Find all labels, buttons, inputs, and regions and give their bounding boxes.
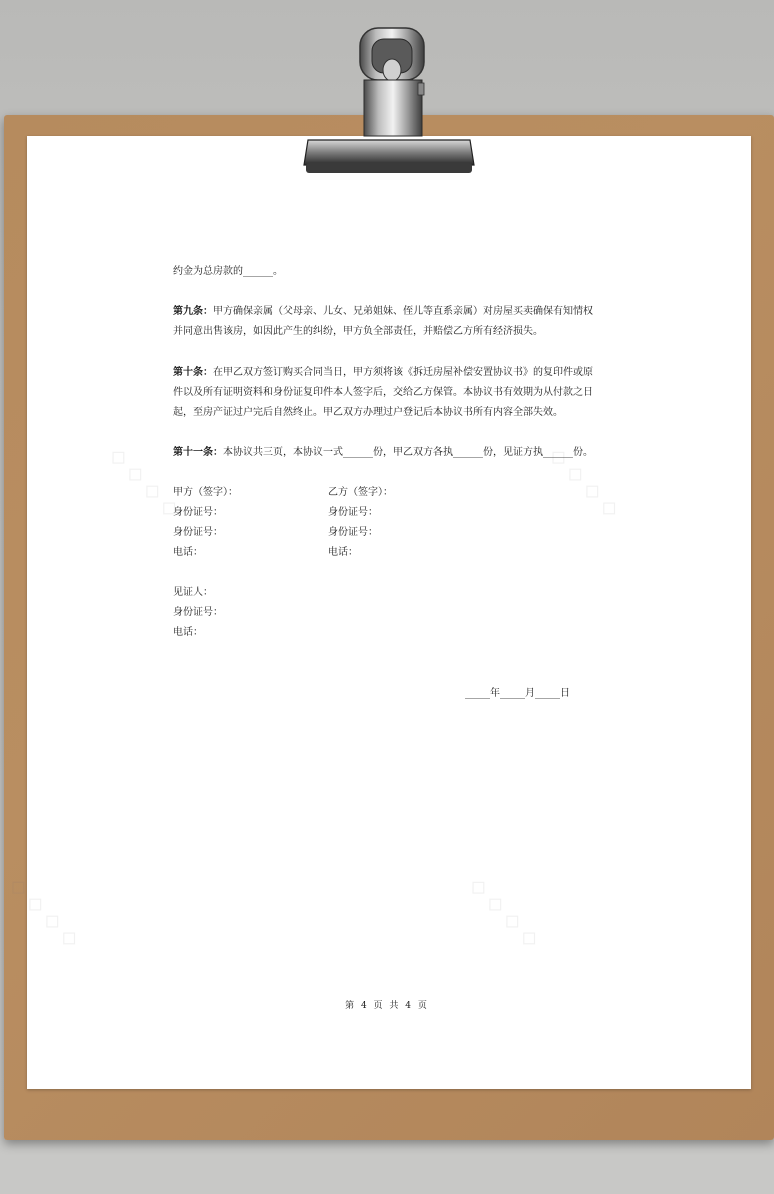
party-b-id-2: 身份证号：: [328, 527, 378, 538]
article-11: [173, 443, 613, 463]
article-10: [173, 363, 613, 423]
watermark: ◇ ◇ ◇ ◇: [4, 872, 85, 953]
article-9-line-2: 并同意出售该房，如因此产生的纠纷，甲方负全部责任，并赔偿乙方所有经济损失。: [173, 326, 543, 337]
party-b-id-1: 身份证号：: [328, 507, 378, 518]
date-line: _____年_____月_____日: [465, 688, 570, 699]
article-10-line-1: [173, 363, 613, 383]
article-10-heading: 第十条：: [173, 367, 213, 378]
party-b-phone: 电话：: [328, 547, 358, 558]
deposit-line: 约金为总房款的______。: [173, 266, 283, 277]
watermark: ◇ ◇ ◇ ◇: [544, 442, 625, 523]
page-number: 第 4 页 共 4 页: [345, 1001, 429, 1011]
article-10-line-2: 件以及所有证明资料和身份证复印件本人签字后，交给乙方保管。本协议书有效期为从付款之日: [173, 387, 593, 398]
article-10-line-3: 起，至房产证过户完后自然终止。甲乙双方办理过户登记后本协议书所有内容全部失效。: [173, 407, 563, 418]
watermark: ◇ ◇ ◇ ◇: [104, 442, 185, 523]
witness-label: 见证人：: [173, 587, 213, 598]
article-9-heading: 第九条：: [173, 306, 213, 317]
article-11-text: 本协议共三页，本协议一式______份，甲乙双方各执______份，见证方执______份。: [223, 447, 593, 458]
witness-phone: 电话：: [173, 627, 203, 638]
watermark: ◇ ◇ ◇ ◇: [464, 872, 545, 953]
party-a-id-1: 身份证号：: [173, 507, 223, 518]
article-9-text-1: 甲方确保亲属（父母亲、儿女、兄弟姐妹、侄儿等直系亲属）对房屋买卖确保有知情权: [213, 306, 593, 317]
witness-id: 身份证号：: [173, 607, 223, 618]
article-11-heading: 第十一条：: [173, 447, 223, 458]
article-9-line-1: [173, 302, 613, 322]
party-a-phone: 电话：: [173, 547, 203, 558]
party-a-id-2: 身份证号：: [173, 527, 223, 538]
document-page: [27, 136, 751, 1089]
binder-clip-icon: [298, 25, 480, 180]
article-10-text-1: 在甲乙双方签订购买合同当日，甲方须将该《拆迁房屋补偿安置协议书》的复印件或原: [213, 367, 593, 378]
party-b-sign: 乙方（签字）：: [328, 487, 393, 498]
article-9: [173, 302, 613, 342]
article-11-line: [173, 443, 613, 463]
party-a-sign: 甲方（签字）：: [173, 487, 238, 498]
